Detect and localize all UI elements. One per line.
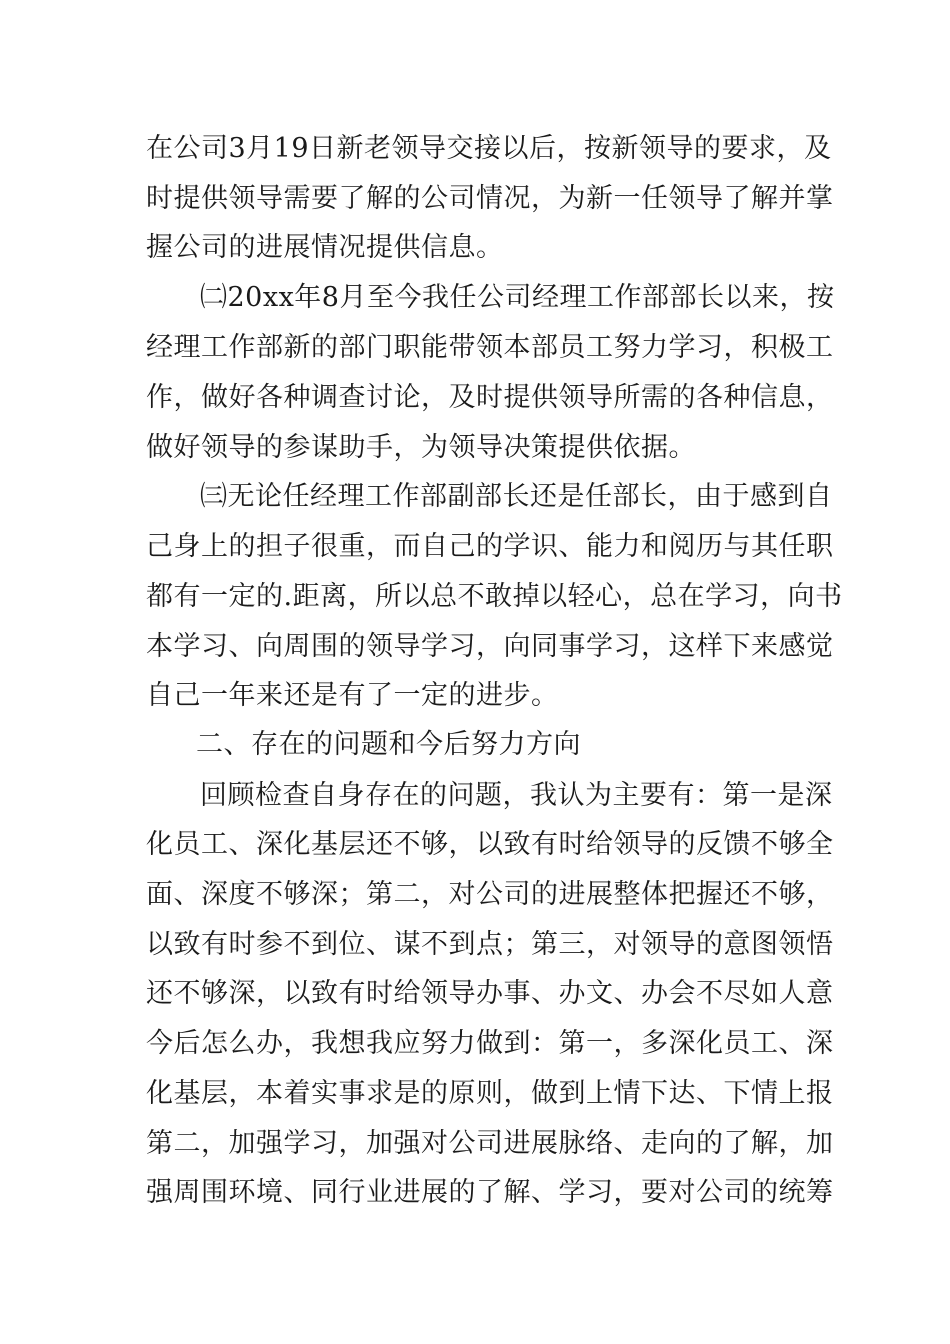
paragraph-line: 面、深度不够深；第二，对公司的进展整体把握还不够， — [146, 879, 834, 910]
paragraph-line: 回顾检查自身存在的问题，我认为主要有：第一是深 — [200, 780, 833, 811]
paragraph-line: 今后怎么办，我想我应努力做到：第一，多深化员工、深 — [146, 1028, 834, 1059]
paragraph-line: 己身上的担子很重，而自己的学识、能力和阅历与其任职 — [146, 531, 834, 562]
paragraph-line: 经理工作部新的部门职能带领本部员工努力学习，积极工 — [146, 332, 834, 363]
paragraph-line: 作，做好各种调查讨论，及时提供领导所需的各种信息， — [146, 382, 834, 413]
paragraph-line: 握公司的进展情况提供信息。 — [146, 232, 504, 263]
paragraph-line: 还不够深，以致有时给领导办事、办文、办会不尽如人意 — [146, 978, 834, 1009]
paragraph-line: 在公司3月19日新老领导交接以后，按新领导的要求，及 — [146, 133, 832, 164]
paragraph-line: 化基层，本着实事求是的原则，做到上情下达、下情上报 — [146, 1078, 834, 1109]
paragraph-line: 第二，加强学习，加强对公司进展脉络、走向的了解，加 — [146, 1128, 834, 1159]
paragraph-line: 时提供领导需要了解的公司情况，为新一任领导了解并掌 — [146, 183, 834, 214]
paragraph-line: 做好领导的参谋助手，为领导决策提供依据。 — [146, 432, 696, 463]
paragraph-line: 本学习、向周围的领导学习，向同事学习，这样下来感觉 — [146, 631, 834, 662]
section-heading: 二、存在的问题和今后努力方向 — [196, 729, 581, 760]
paragraph-line: ㈡20xx年8月至今我任公司经理工作部部长以来，按 — [200, 282, 835, 313]
paragraph-line: 以致有时参不到位、谋不到点；第三，对领导的意图领悟 — [146, 929, 834, 960]
paragraph-line: 自己一年来还是有了一定的进步。 — [146, 680, 559, 711]
paragraph-line: 都有一定的.距离，所以总不敢掉以轻心，总在学习，向书 — [146, 581, 843, 612]
paragraph-line: 化员工、深化基层还不够，以致有时给领导的反馈不够全 — [146, 829, 834, 860]
paragraph-line: ㈢无论任经理工作部副部长还是任部长，由于感到自 — [200, 481, 833, 512]
paragraph-line: 强周围环境、同行业进展的了解、学习，要对公司的统筹 — [146, 1177, 834, 1208]
